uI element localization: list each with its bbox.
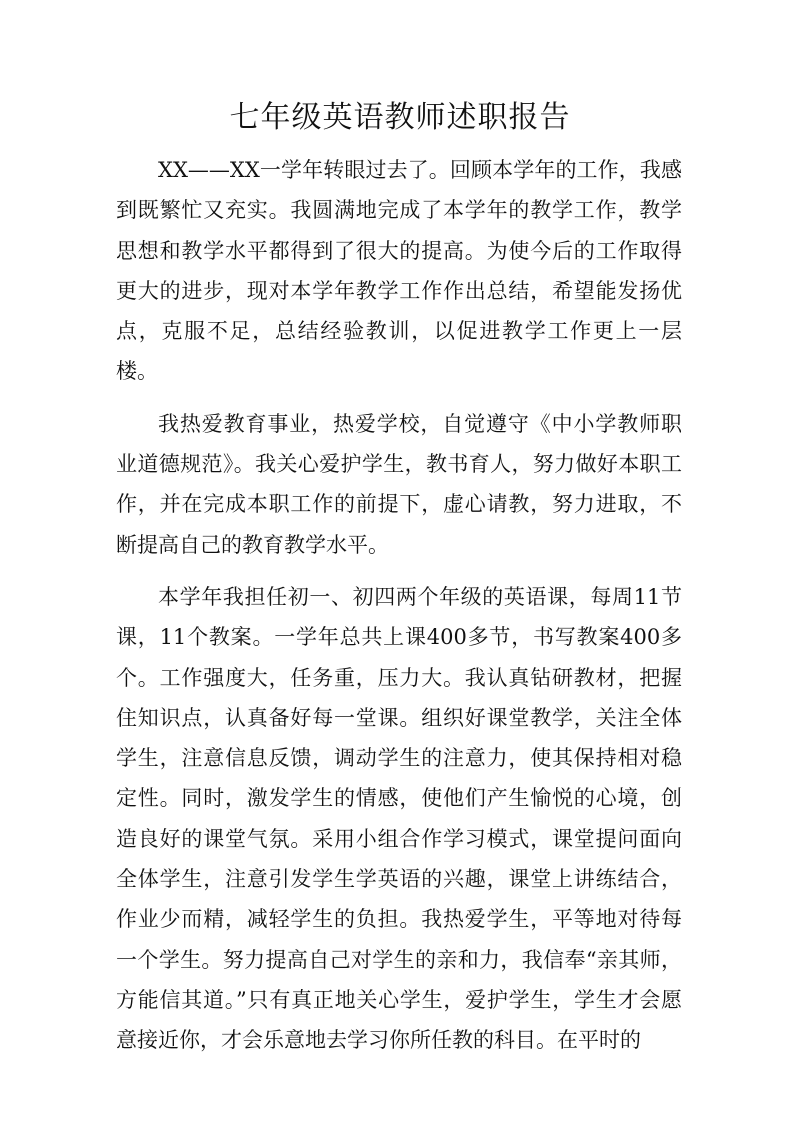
paragraph-intro: XX——XX一学年转眼过去了。回顾本学年的工作，我感到既繁忙又充实。我圆满地完成了本学年的教学工作，教学思想和教学水平都得到了很大的提高。为使今后的工作取得更大的进步，现对本学年教学工作作出总结，希望能发扬优点，克服不足，总结经验教训，以促进教学工作更上一层楼。	[116, 158, 682, 384]
paragraph-professional-ethics: 我热爱教育事业，热爱学校，自觉遵守《中小学教师职业道德规范》。我关心爱护学生，教书育人，努力做好本职工作，并在完成本职工作的前提下，虚心请教，努力进取，不断提高自己的教育教学水平。	[116, 411, 682, 557]
paragraph-teaching-work: 本学年我担任初一、初四两个年级的英语课，每周11节课，11个教案。一学年总共上课400多节，书写教案400多个。工作强度大，任务重，压力大。我认真钻研教材，把握住知识点，认真备好每一堂课。组织好课堂教学，关注全体学生，注意信息反馈，调动学生的注意力，使其保持相对稳定性。同时，激发学生的情感，使他们产生愉悦的心境，创造良好的课堂气氛。采用小组合作学习模式，课堂提问面向全体学生，注意引发学生学英语的兴趣，课堂上讲练结合，作业少而精，减轻学生的负担。我热爱学生，平等地对待每一个学生。努力提高自己对学生的亲和力，我信奉“亲其师，方能信其道。”只有真正地关心学生，爱护学生，学生才会愿意接近你，才会乐意地去学习你所任教的科目。在平时的	[116, 584, 682, 1053]
document-body	[116, 150, 682, 1061]
document-title: 七年级英语教师述职报告	[229, 100, 571, 135]
